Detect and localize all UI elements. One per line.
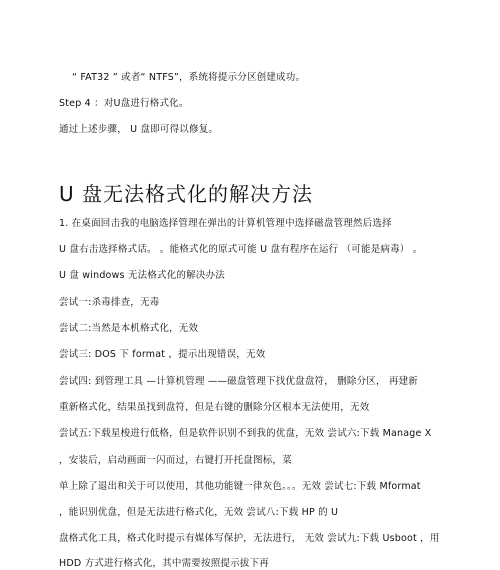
attempt-7-8: ，能识别优盘，但是无法进行格式化，无效 尝试八:下载 HP 的 U <box>59 507 339 518</box>
intro-line-summary: 通过上述步骤， U 盘即可得以修复。 <box>59 124 219 135</box>
attempt-6-7: 单上除了退出和关于可以使用，其他功能键一律灰色。。。无效 尝试七:下载 Mformat <box>59 481 421 492</box>
attempt-3: 尝试三: DOS 下 format ，提示出现错误，无效 <box>59 349 266 360</box>
section-title: U 盘无法格式化的解决方法 <box>59 182 313 206</box>
body-line-1: 1. 在桌面回击我的电脑选择管理在弹出的计算机管理中选择磁盘管理然后选择 <box>59 218 392 229</box>
attempt-6-cont: ，安装后，启动画面一闪而过，右键打开托盘图标，菜 <box>59 455 292 466</box>
intro-line-step4: Step 4 ：对U盘进行格式化。 <box>59 98 189 109</box>
attempt-9-cont: HDD 方式进行格式化，其中需要按照提示拔下再 <box>59 558 269 569</box>
attempt-1: 尝试一:杀毒排查，无毒 <box>59 297 160 308</box>
attempt-4: 尝试四: 到管理工具 —计算机管理 ——磁盘管理下找优盘盘符， 删除分区， 再建新 <box>59 376 419 387</box>
attempt-4-cont: 重新格式化，结果虽找到盘符，但是右键的删除分区根本无法使用，无效 <box>59 402 370 413</box>
intro-line-1: “ FAT32 ” 或者“ NTFS”，系统将提示分区创建成功。 <box>72 72 306 83</box>
body-line-2: U 盘右击选择格式话。 。能格式化的原式可能 U 盘有程序在运行 （可能是病毒） 。 <box>59 244 423 255</box>
attempt-2: 尝试二:当然是本机格式化，无效 <box>59 323 199 334</box>
body-line-3: U 盘 windows 无法格式化的解决办法 <box>59 270 225 281</box>
attempt-8-9: 盘格式化工具，格式化时提示有媒体写保护，无法进行， 无效 尝试九:下载 Usboot ，用 <box>59 533 440 544</box>
attempt-5-6: 尝试五:下载星梭进行低格，但是软件识别不到我的优盘，无效 尝试六:下载 Manage X <box>59 428 432 439</box>
